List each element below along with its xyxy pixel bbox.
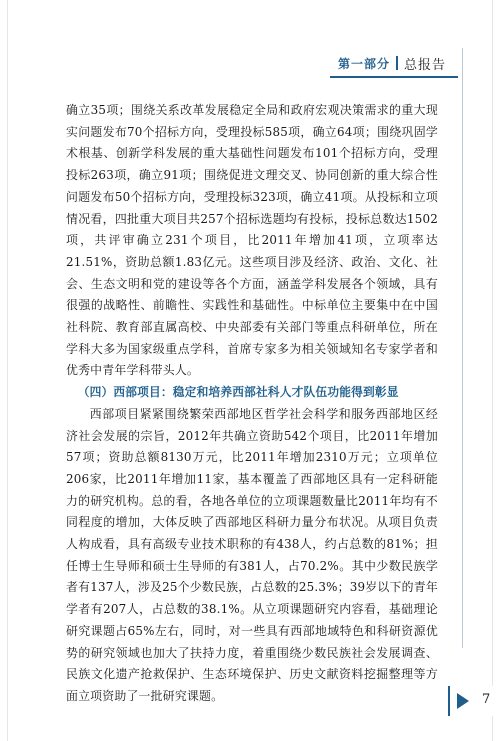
header-underline xyxy=(330,76,458,78)
running-header xyxy=(338,52,446,74)
header-separator xyxy=(396,56,398,70)
header-part-label: 第一部分 xyxy=(338,56,391,71)
paragraph-continuation: 确立35项；围绕关系改革发展稳定全局和政府宏观决策需求的重大现实问题发布70个招标方向，受理投标585项，确立64项；围绕巩固学术根基、创新学科发展的重大基础性问题发布101个招标方向，受理投标263项，确立91项；围绕促进文理交叉、协同创新的重大综合性问题发布50个招标方向，受理投标323项，确立41项。从投标和立项情况看，四批重大项目共257个招标选题均有投标，投标总数达1502项，共评审确立231个项目，比2011年增加41项，立项率达21.51%，资助总额1.83亿元。这些项目涉及经济、政治、文化、社会、生态文明和党的建设等各个方面，涵盖学科发展各个领域，具有很强的战略性、前瞻性、实践性和基础性。中标单位主要集中在中国社科院、教育部直属高校、中央部委有关部门等重点科研单位，所在学科大多为国家级重点学科，首席专家多为相关领域知名专家学者和优秀中青年学科带头人。 xyxy=(66,103,438,378)
header-title: 总报告 xyxy=(404,57,447,73)
section-heading: （四）西部项目：稳定和培养西部社科人才队伍功能得到彰显 xyxy=(77,385,399,400)
footer-tab xyxy=(448,686,500,716)
page-number: 7 xyxy=(482,692,491,707)
main-text xyxy=(66,100,438,708)
page-triangle-icon xyxy=(457,693,469,709)
paragraph-western-projects: 西部项目紧紧围绕繁荣西部地区哲学社会科学和服务西部地区经济社会发展的宗旨，2012年共确立资助542个项目，比2011年增加57项；资助总额8130万元，比2011年增加2310万元；立项单位206家，比2011年增加11家，基本覆盖了西部地区具有一定科研能力的研究机构。总的看，各地各单位的立项课题数量比2011年均有不同程度的增加，大体反映了西部地区科研力量分布状况。从项目负责人构成看，具有高级专业技术职称的有438人，约占总数的81%；担任博士生导师和硕士生导师的有381人，占70.2%。其中少数民族学者有137人，涉及25个少数民族，占总数的25.3%；39岁以下的青年学者有207人，占总数的38.1%。从立项课题研究内容看，基础理论研究课题占65%左右，同时，对一些具有西部地域特色和科研资源优势的研究领域也加大了扶持力度，着重围绕少数民族社会发展调查、民族文化遗产抢救保护、生态环境保护、历史文献资料挖掘整理等方面立项资助了一批研究课题。 xyxy=(66,406,438,703)
margin-rule xyxy=(462,48,463,648)
page xyxy=(8,0,492,741)
